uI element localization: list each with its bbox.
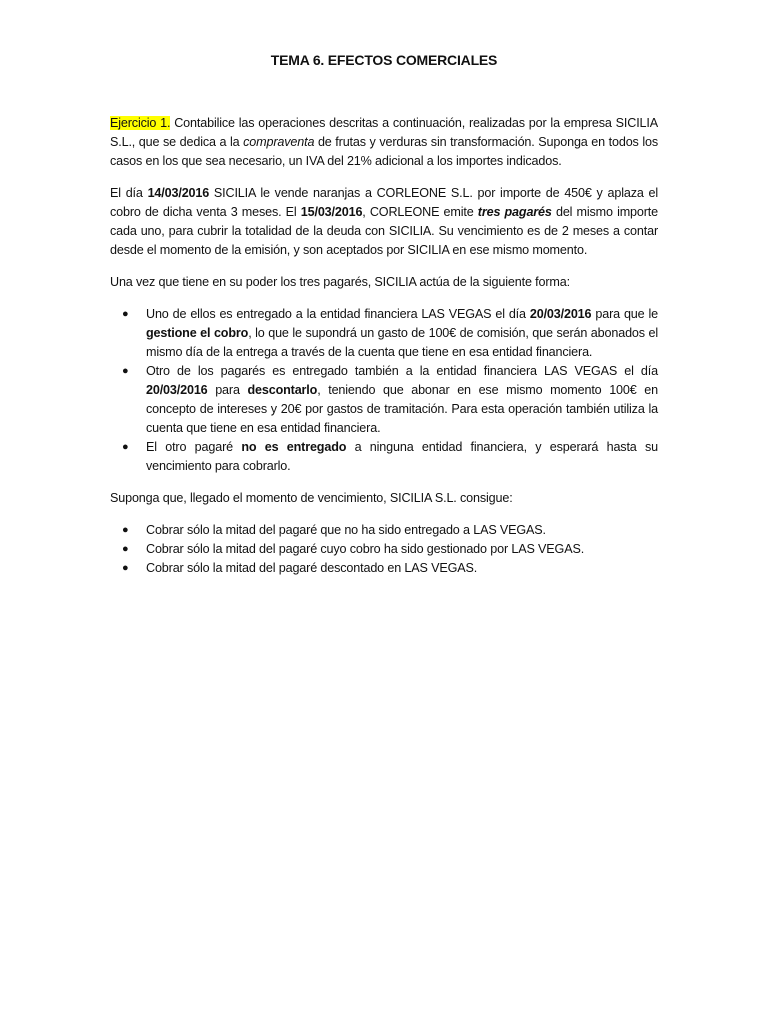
list-item	[110, 362, 658, 438]
item-text: para que le	[591, 307, 658, 321]
intro-italic: compraventa	[243, 135, 315, 149]
list-item	[110, 438, 658, 476]
bullet-icon: ●	[122, 365, 129, 377]
sale-text-3: , CORLEONE emite	[362, 205, 478, 219]
document-title: TEMA 6. EFECTOS COMERCIALES	[270, 52, 498, 68]
item-text: El otro pagaré	[146, 440, 242, 454]
sale-date-2: 15/03/2016	[300, 205, 363, 219]
sale-bold-italic: tres pagarés	[477, 205, 552, 219]
sale-date-1: 14/03/2016	[147, 186, 210, 200]
item-bold: 20/03/2016	[529, 307, 592, 321]
intro-list-paragraph: Una vez que tiene en su poder los tres pagarés, SICILIA actúa de la siguiente forma:	[110, 275, 570, 289]
item-text: , teniendo que abonar en ese mismo momento 100€ en concepto de intereses y 20€ por gastos de tramitación. Para esta operación también utiliza la cuenta que tiene en esa entidad financiera.	[146, 383, 658, 435]
sale-text-4: del mismo importe cada uno, para cubrir la totalidad de la deuda con SICILIA. Su vencimiento es de 2 meses a contar desde el momento de la emisión, y son aceptados por SICILIA en ese mismo momento.	[110, 205, 659, 257]
item-text: Uno de ellos es entregado a la entidad financiera LAS VEGAS el día	[146, 307, 530, 321]
document-body	[110, 114, 658, 591]
item-bold: descontarlo	[247, 383, 318, 397]
bullet-icon: ●	[122, 441, 129, 453]
list-item	[110, 559, 658, 578]
item-bold: 20/03/2016	[146, 383, 208, 397]
intro-text-2: de frutas y verduras sin transformación. Suponga en todos los casos en los que sea necesario, un IVA del 21% adicional a los importes indicados.	[110, 135, 658, 168]
sale-paragraph	[110, 184, 658, 260]
item-text: Otro de los pagarés es entregado también a la entidad financiera LAS VEGAS el día	[146, 364, 658, 378]
intro-text-1: Contabilice las operaciones descritas a continuación, realizadas por la empresa SICILIA S.L., que se dedica a la	[110, 116, 658, 149]
bullet-icon: ●	[122, 562, 129, 574]
exercise-label-highlight: Ejercicio 1.	[110, 116, 171, 130]
item-text: Cobrar sólo la mitad del pagaré descontado en LAS VEGAS.	[146, 561, 478, 575]
bullet-icon: ●	[122, 308, 129, 320]
intro-paragraph	[110, 114, 658, 171]
item-text: para	[207, 383, 248, 397]
bullet-icon: ●	[122, 524, 129, 536]
item-bold: no es entregado	[241, 440, 347, 454]
outcome-paragraph: Suponga que, llegado el momento de vencimiento, SICILIA S.L. consigue:	[110, 491, 513, 505]
list-item	[110, 521, 658, 540]
actions-list	[110, 305, 658, 476]
item-bold: gestione el cobro	[146, 326, 249, 340]
item-text: Cobrar sólo la mitad del pagaré cuyo cobro ha sido gestionado por LAS VEGAS.	[146, 542, 585, 556]
outcomes-list	[110, 521, 658, 578]
list-item	[110, 540, 658, 559]
sale-text-1: El día	[110, 186, 148, 200]
item-text: Cobrar sólo la mitad del pagaré que no ha sido entregado a LAS VEGAS.	[146, 523, 546, 537]
bullet-icon: ●	[122, 543, 129, 555]
sale-text-2: SICILIA le vende naranjas a CORLEONE S.L. por importe de 450€ y aplaza el cobro de dicha venta 3 meses. El	[110, 186, 659, 219]
list-item	[110, 305, 658, 362]
item-text: , lo que le supondrá un gasto de 100€ de comisión, que serán abonados el mismo día de la entrega a través de la cuenta que tiene en esa entidad financiera.	[146, 326, 659, 359]
item-text: a ninguna entidad financiera, y esperará hasta su vencimiento para cobrarlo.	[146, 440, 658, 473]
